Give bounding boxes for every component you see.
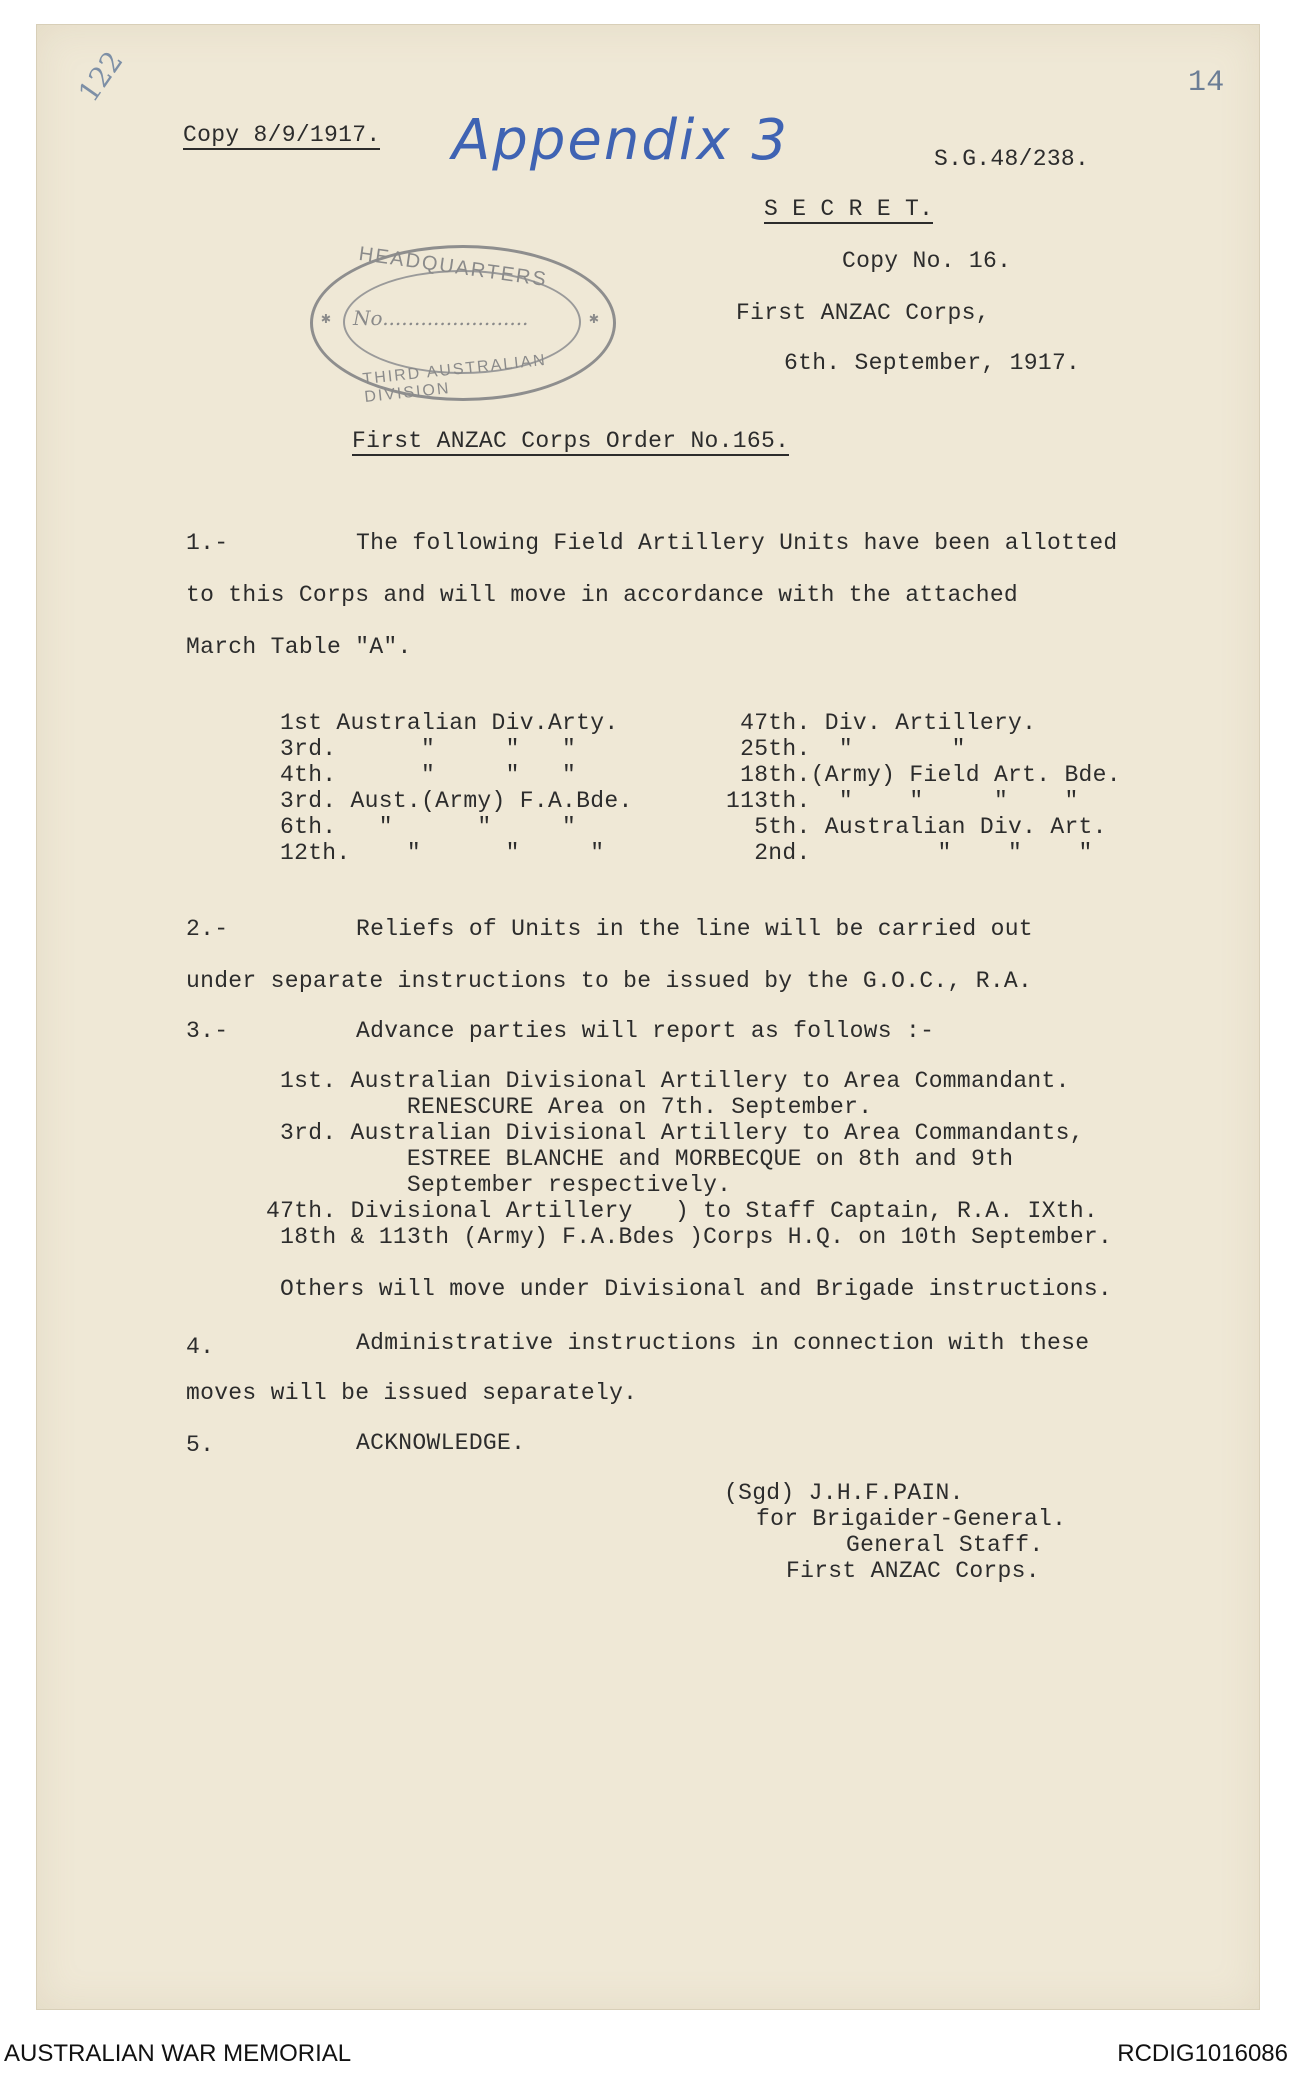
document-page [36,24,1260,2010]
appendix-handwritten: Appendix 3 [452,108,790,173]
unit-right: 25th. " " [726,736,966,762]
para-text: March Table "A". [186,634,412,660]
order-title: First ANZAC Corps Order No.165. [352,428,790,454]
page-number: 14 [1188,66,1225,100]
para-text: Advance parties will report as follows :- [356,1018,935,1044]
para-number: 3.- [186,1018,229,1044]
advance-party-line: 3rd. Australian Divisional Artillery to Area Commandants, [280,1120,1084,1146]
copy-date: Copy 8/9/1917. [183,122,381,148]
unit-left: 3rd. Aust.(Army) F.A.Bde. [280,788,633,814]
star-icon: ✱ [589,310,599,328]
unit-right: 2nd. " " " [726,840,1093,866]
para-text: Administrative instructions in connection with these [356,1330,1090,1356]
unit-left: 12th. " " " [280,840,605,866]
footer-right: RCDIG1016086 [1117,2040,1288,2067]
stamp-top-text: HEADQUARTERS [357,242,550,292]
para-text: The following Field Artillery Units have been allotted [356,530,1118,556]
issue-date: 6th. September, 1917. [784,350,1081,376]
stamp-no-field: No....................... [353,306,529,330]
para-text: Reliefs of Units in the line will be carried out [356,916,1033,942]
advance-party-line: RENESCURE Area on 7th. September. [280,1094,873,1120]
signature-line: First ANZAC Corps. [786,1558,1040,1584]
unit-right: 47th. Div. Artillery. [726,710,1037,736]
unit-left: 3rd. " " " [280,736,577,762]
classification: S E C R E T. [764,196,934,222]
unit-right: 18th.(Army) Field Art. Bde. [726,762,1121,788]
advance-party-line: September respectively. [280,1172,732,1198]
unit-left: 4th. " " " [280,762,577,788]
advance-party-line: 18th & 113th (Army) F.A.Bdes )Corps H.Q. on 10th September. [266,1224,1113,1250]
unit-right: 5th. Australian Div. Art. [726,814,1107,840]
para-text: to this Corps and will move in accordance with the attached [186,582,1019,608]
para-number: 2.- [186,916,229,942]
folio-number: 122 [71,45,130,108]
advance-party-line: 1st. Australian Divisional Artillery to Area Commandant. [280,1068,1070,1094]
signature-line: General Staff. [846,1532,1044,1558]
corps-name: First ANZAC Corps, [736,300,990,326]
signature-line: for Brigaider-General. [756,1506,1067,1532]
advance-party-line: 47th. Divisional Artillery ) to Staff Captain, R.A. IXth. [266,1198,1099,1224]
unit-left: 6th. " " " [280,814,577,840]
copy-number: Copy No. 16. [842,248,1012,274]
unit-right: 113th. " " " " [726,788,1079,814]
para-number: 4. [186,1334,215,1360]
footer-left: AUSTRALIAN WAR MEMORIAL [4,2040,352,2067]
para-text: ACKNOWLEDGE. [356,1430,526,1456]
unit-left: 1st Australian Div.Arty. [280,710,619,736]
para-number: 1.- [186,530,229,556]
para-text: moves will be issued separately. [186,1380,638,1406]
headquarters-stamp [310,242,616,406]
para-text: under separate instructions to be issued by the G.O.C., R.A. [186,968,1033,994]
star-icon: ✱ [321,310,331,328]
signature-line: (Sgd) J.H.F.PAIN. [724,1480,964,1506]
para-text: Others will move under Divisional and Brigade instructions. [280,1276,1113,1302]
advance-party-line: ESTREE BLANCHE and MORBECQUE on 8th and 9th [280,1146,1014,1172]
reference-number: S.G.48/238. [934,146,1090,172]
stamp-bottom-text: THIRD AUSTRALIAN DIVISION [361,351,548,406]
para-number: 5. [186,1432,215,1458]
